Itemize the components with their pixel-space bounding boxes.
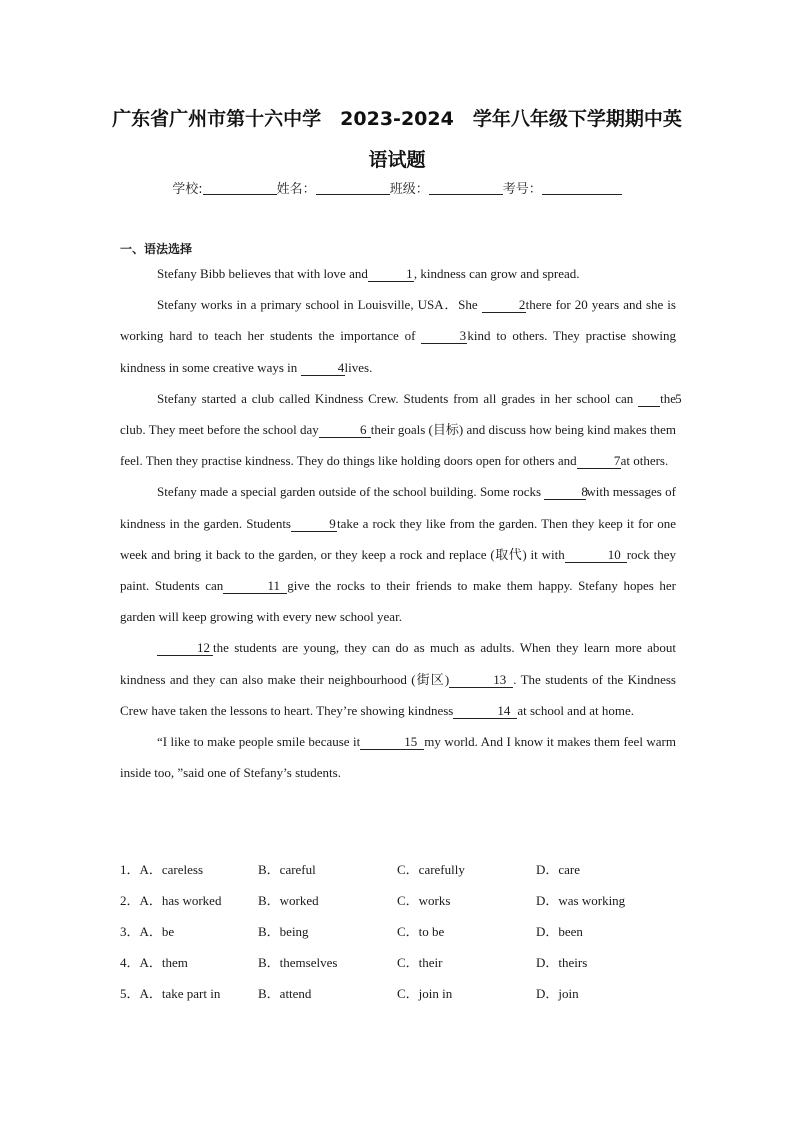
option-a[interactable]: 5．A．take part in [120,986,221,1001]
passage-text: Stefany Bibb believes that with love and [157,266,368,281]
option-c[interactable]: C．works [397,893,451,908]
passage-text: “I like to make people smile because it [157,734,361,750]
option-c[interactable]: C．their [397,955,443,970]
student-info-fields [0,178,794,197]
question-3-options [120,917,680,948]
option-c[interactable]: C．join in [397,986,453,1001]
paragraph-1 [120,258,676,289]
passage-text: Stefany works in a primary school in Louisville, USA．She [157,297,482,313]
blank-9[interactable]: 9 [291,517,337,532]
passage-text: Stefany started a club called Kindness Crew. Students from all grades in her school can [157,390,639,406]
passage-text: with messages of kindness in the garden. Students [120,484,676,531]
page-title-continued: 语试题 [368,149,426,171]
passage-text: Stefany made a special garden outside of the school building. Some rocks [157,484,545,500]
passage-text: give the rocks to their friends to make them happy. Stefany hopes her garden will keep growing with every new school year. [120,578,676,625]
passage-text: . The students of the Kindness Crew have taken the lessons to heart. They’re showing kindness [120,671,676,718]
paragraph-4 [120,476,676,632]
blank-11[interactable]: 11 [223,579,287,594]
option-b[interactable]: B．careful [258,862,316,877]
exam-number-label: 考号： [502,182,542,197]
paragraph-6 [120,726,676,788]
class-label: 班级： [389,182,429,197]
blank-13[interactable]: 13 [449,673,513,688]
blank-12[interactable]: 12 [157,641,213,656]
passage-text: at school and at home. [517,702,634,718]
blank-2[interactable]: 2 [482,298,526,313]
question-1-options [120,855,680,886]
passage-text: , kindness can grow and spread. [413,266,580,281]
passage-text: rock they paint. Students can [120,546,677,594]
name-field[interactable] [316,182,390,195]
option-a[interactable]: 4．A．them [120,955,188,970]
passage-text: lives. [344,359,373,375]
passage-text: the club. They meet before the school day [120,390,676,438]
option-c[interactable]: C．carefully [397,862,465,877]
blank-10[interactable]: 10 [565,548,627,563]
option-b[interactable]: B．being [258,924,309,939]
answer-options [120,855,680,1010]
option-d[interactable]: D．been [536,924,583,939]
page-title: 广东省广州市第十六中学 2023-2024 学年八年级下学期期中英 [112,108,682,130]
option-a[interactable]: 2．A．has worked [120,893,222,908]
exam-number-field[interactable] [542,182,622,195]
option-d[interactable]: D．care [536,862,581,877]
blank-5[interactable]: 5 [638,392,660,407]
option-a[interactable]: 1．A．careless [120,862,204,877]
blank-1[interactable]: 1 [368,267,414,282]
class-field[interactable] [429,182,503,195]
paragraph-3 [120,383,682,477]
blank-14[interactable]: 14 [453,704,517,719]
question-4-options [120,948,680,979]
blank-3[interactable]: 3 [421,329,467,344]
blank-6[interactable]: 6 [319,423,371,438]
blank-8[interactable]: 8 [544,485,586,500]
section-heading: 一、语法选择 [120,242,193,256]
name-label: 姓名： [276,182,316,197]
passage-text: their goals (目标) and discuss how being kind makes them feel. Then they practise kindness. They do things like holding doors open for others and [120,422,676,469]
option-b[interactable]: B．attend [258,986,312,1001]
option-a[interactable]: 3．A．be [120,924,175,939]
option-b[interactable]: B．worked [258,893,319,908]
school-label: 学校: [172,182,203,197]
passage-text: at others. [620,453,669,469]
option-b[interactable]: B．themselves [258,955,338,970]
option-d[interactable]: D．join [536,986,579,1001]
paragraph-5 [120,632,676,726]
passage [120,258,682,788]
blank-4[interactable]: 4 [301,361,345,376]
paragraph-2 [120,289,676,383]
blank-15[interactable]: 15 [360,735,424,750]
passage-text: take a rock they like from the garden. Then they keep it for one week and bring it back to the garden, or they keep a rock and replace (取代) it with [120,515,676,562]
question-5-options [120,979,680,1010]
option-d[interactable]: D．theirs [536,955,588,970]
passage-text: kind to others. They practise showing kindness in some creative ways in [120,328,677,375]
option-d[interactable]: D．was working [536,893,626,908]
passage-text: the students are young, they can do as much as adults. When they learn more about kindness and they can also make their neighbourhood (街区) [120,640,676,687]
passage-text: my world. And I know it makes them feel warm inside too, ”said one of Stefany’s students. [120,734,676,781]
school-field[interactable] [203,182,277,195]
question-2-options [120,886,680,917]
blank-7[interactable]: 7 [577,454,621,469]
option-c[interactable]: C．to be [397,924,445,939]
passage-text: there for 20 years and she is working hard to teach her students the importance of [120,297,676,344]
